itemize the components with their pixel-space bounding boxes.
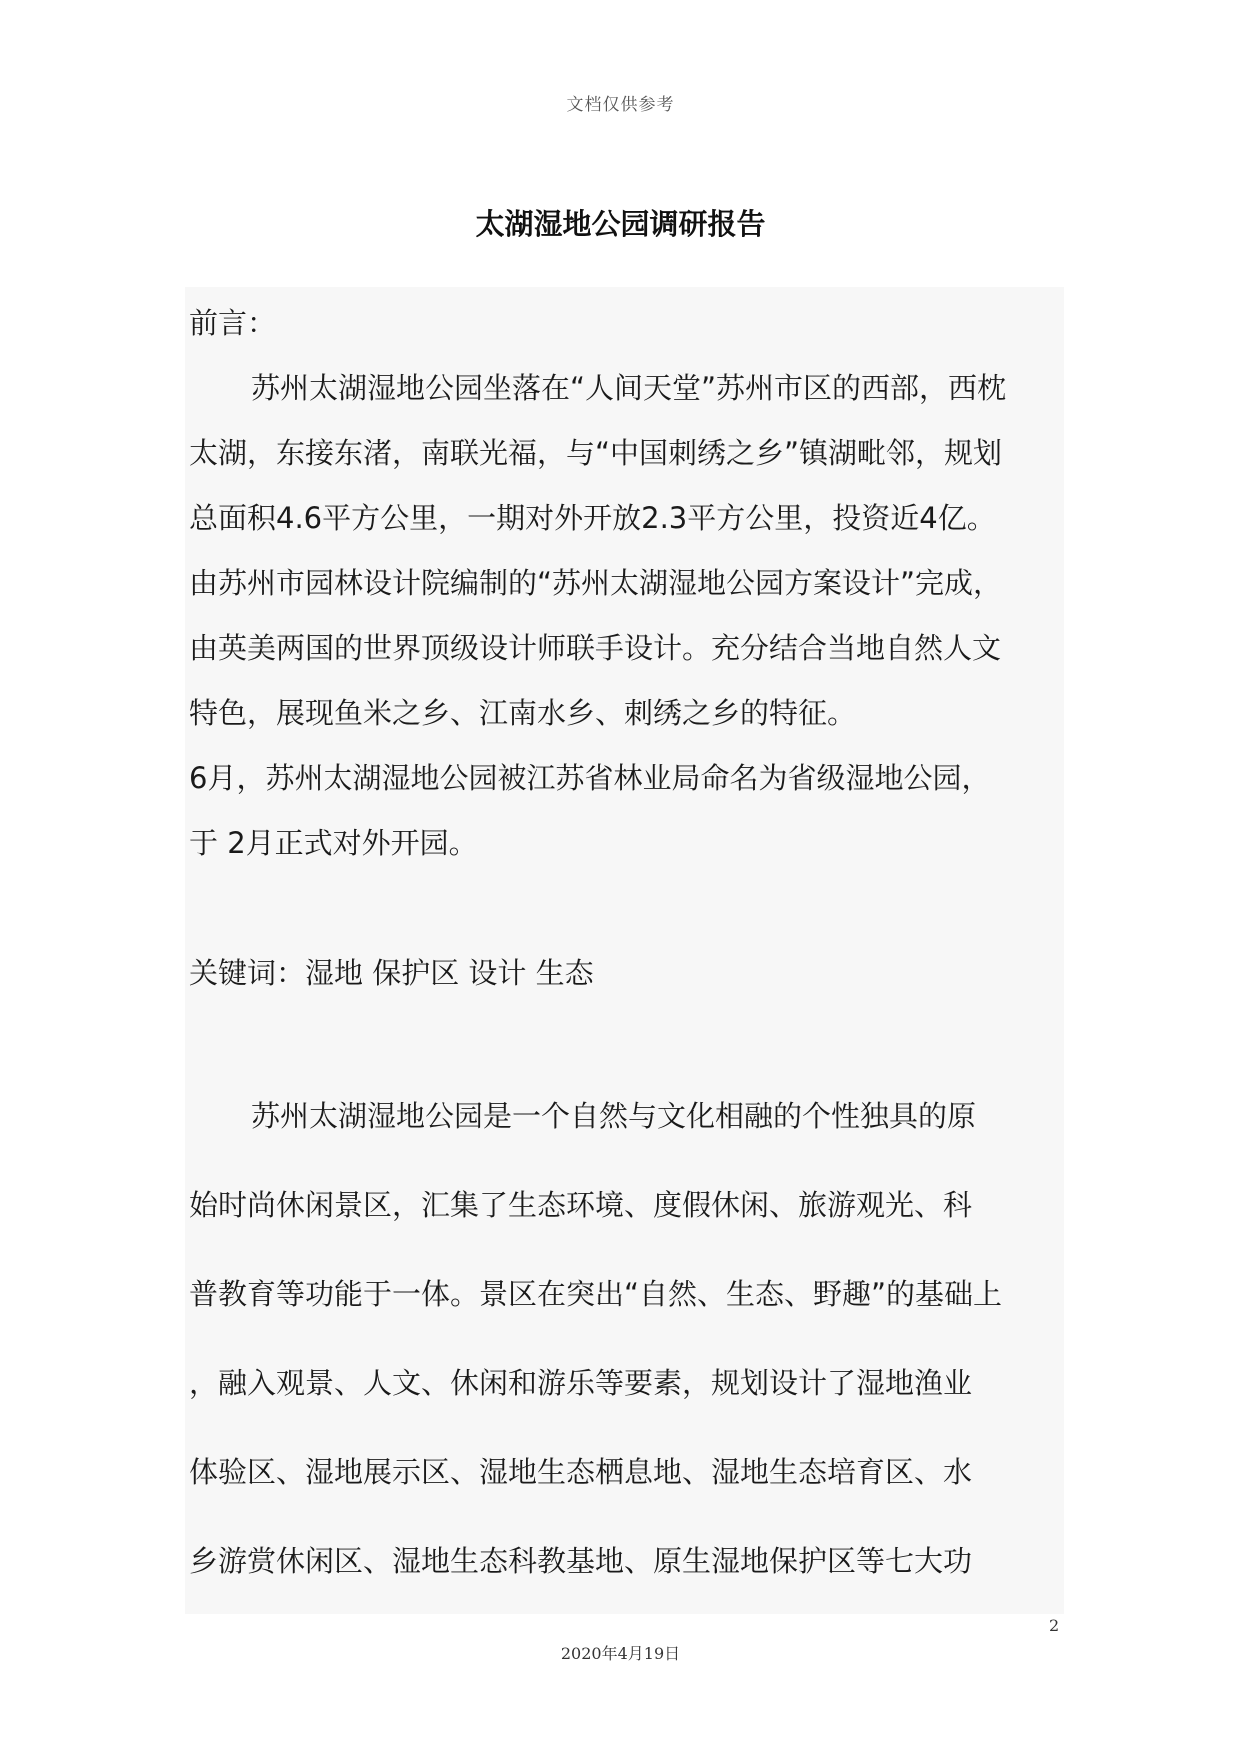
preface-line: 由苏州市园林设计院编制的“苏州太湖湿地公园方案设计”完成， (189, 566, 1003, 600)
document-title: 太湖湿地公园调研报告 (475, 207, 766, 241)
body-line: 乡游赏休闲区、湿地生态科教基地、原生湿地保护区等七大功 (189, 1544, 973, 1578)
preface-line: 由英美两国的世界顶级设计师联手设计。充分结合当地自然人文 (189, 631, 1002, 665)
page-number: 2 (1049, 1616, 1060, 1635)
preface-line: 6月，苏州太湖湿地公园被江苏省林业局命名为省级湿地公园， (189, 761, 991, 795)
preface-line: 太湖，东接东渚，南联光福，与“中国刺绣之乡”镇湖毗邻，规划 (189, 436, 1003, 470)
footer-date: 2020年4月19日 (560, 1644, 681, 1663)
body-line: 普教育等功能于一体。景区在突出“自然、生态、野趣”的基础上 (189, 1277, 1003, 1311)
spacer (189, 1012, 1069, 1090)
preface-line: 苏州太湖湿地公园坐落在“人间天堂”苏州市区的西部，西枕 (251, 371, 1007, 405)
body-line: 体验区、湿地展示区、湿地生态栖息地、湿地生态培育区、水 (189, 1455, 973, 1489)
preface-label: 前言： (189, 306, 277, 340)
preface-line: 总面积4.6平方公里，一期对外开放2.3平方公里，投资近4亿。 (189, 501, 996, 535)
preface-line: 于 2月正式对外开园。 (189, 826, 478, 860)
body-line: ，融入观景、人文、休闲和游乐等要素，规划设计了湿地渔业 (189, 1366, 973, 1400)
document-body (189, 297, 1069, 1624)
header-note: 文档仅供参考 (566, 95, 675, 115)
body-line: 始时尚休闲景区，汇集了生态环境、度假休闲、旅游观光、科 (189, 1188, 973, 1222)
body-line: 苏州太湖湿地公园是一个自然与文化相融的个性独具的原 (251, 1099, 977, 1133)
keywords-line: 关键词：湿地 保护区 设计 生态 (189, 956, 594, 990)
spacer (189, 882, 1069, 947)
preface-line: 特色，展现鱼米之乡、江南水乡、刺绣之乡的特征。 (189, 696, 857, 730)
